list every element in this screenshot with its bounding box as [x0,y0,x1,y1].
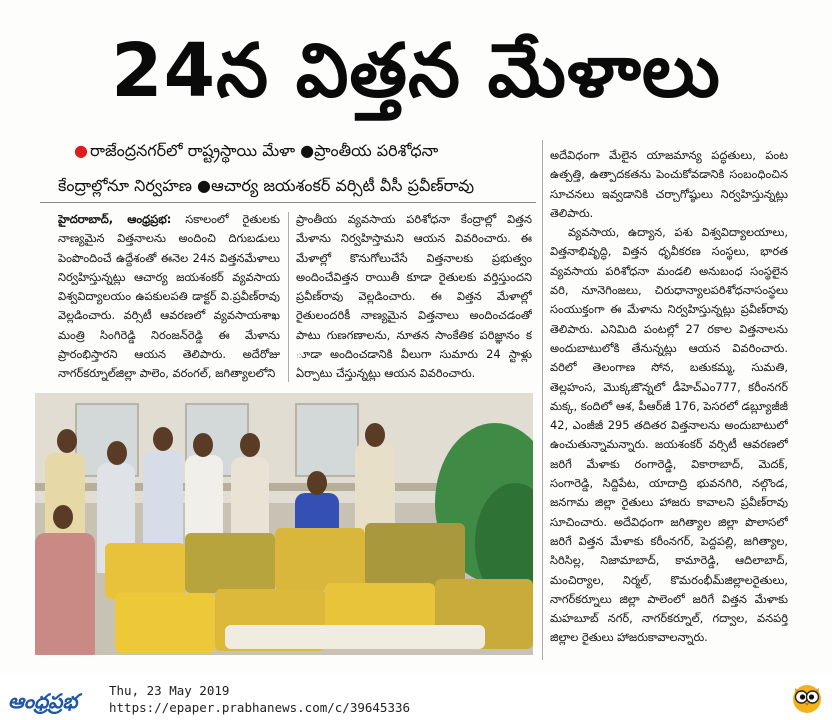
seed-bag [365,523,465,587]
photo-person [35,533,95,655]
seed-bag-label [225,625,485,649]
column-divider [542,140,543,660]
owl-icon[interactable] [790,680,824,714]
seed-bag [185,533,275,593]
dateline: హైదరాబాద్, ఆంధ్రప్రభ: [58,212,172,226]
column-divider [288,212,289,382]
column-3-paragraph: వ్యవసాయ, ఉద్యాన, పశు విశ్వవిద్యాలయాలు, విత్తనాభివృద్ధి, విత్తన ధృవీకరణ సంస్థలు, భారత వ్యవసాయ పరిశోధనా మండలి అనుబంధ సంస్థలైన వరి, నూనెగింజలు, చిరుధాన్యాలపరిశోధనాసంస్థలు సంయుక్తంగా ఈ మేళాను నిర్వహిస్తున్నట్లు ప్రవీణ్‌రావు తెలిపారు. ఎనిమిది పంటల్లో 27 రకాల విత్తనాలను అందుబాటులోకి తేనున్నట్లు ఆయన వివరించారు. వరిలో తెలంగాణ సోన, బతుకమ్మ, సుమతి, తెల్లహంస, మొక్కజొన్నలో డీహెచ్ఎం777, కరీంనగర్ మక్క, కందిలో ఆశ, పీఆర్‌జీ 176, పెసరలో డబ్ల్యూజీజీ 42, ఎంజీజీ 295 తదితర విత్తనాలను అందుబాటులో ఉంచుతున్నామన్నారు. జయశంకర్ వర్సిటీ ఆవరణలో జరిగే మేళాకు రంగారెడ్డి, వికారాబాద్, మెదక్, సంగారెడ్డి, సిద్దిపేట, యాదాద్రి భువనగిరి, నల్గొండ, జనగామ జిల్లా రైతులు హాజరు కావాలని ప్రవీణ్‌రావు సూచించారు. అదేవిధంగా జగిత్యాల జిల్లా పొలాసలో జరిగే విత్తన మేళాకు కరీంనగర్, పెద్దపల్లి, జగిత్యాల, సిరిసిల్ల, నిజామాబాద్, కామారెడ్డి, ఆదిలాబాద్, మంచిర్యాల, నిర్మల్, కొమరంభీమ్‌జిల్లాలరైతులు, నాగర్‌కర్నూలు జిల్లా పాలెంలో జరిగే విత్తన మేళాకు మహబూబ్ నగర్, నాగర్‌కర్నూల్, గద్వాల, వనపర్తి జిల్లాల రైతులు హాజరుకావాలన్నారు. [550,225,788,645]
logo-text: ఆంధ్రప్రభ [8,689,78,713]
photo-person-head [307,471,327,495]
photo-person-head [240,433,260,457]
photo-person-head [365,423,385,447]
footer-logo [8,688,100,714]
photo-person-head [153,427,173,451]
photo-person-head [107,441,127,465]
column-3-paragraph: అదేవిధంగా మేలైన యాజమాన్య పద్ధతులు, పంట ఉత్పత్తి, ఉత్పాదకతను పెంచుకోవడానికి సంబంధించిన సూచనలు ఇవ్వడానికి చర్చాగోష్ఠులు నిర్వహిస్తున్నట్లు తెలిపారు. [550,148,788,220]
article-column-3 [550,146,788,660]
footer-url[interactable]: https://epaper.prabhanews.com/c/39645336 [109,700,411,715]
seed-bag [275,528,365,590]
subhead-line-1: ● రాజేంద్రనగర్‌లో రాష్ట్రస్థాయి మేళా ●ప్రాంతీయ పరిశోధనా [74,141,439,160]
photo-person [295,493,339,533]
seed-bag [105,543,185,599]
photo-person-head [53,505,73,529]
photo-window [295,403,359,477]
article-column-2: ప్రాంతీయ వ్యవసాయ పరిశోధనా కేంద్రాల్లో విత్తన మేళాను నిర్వహిస్తామని ఆయన వివరించారు. ఈ మేళాల్లో కొనుగోలుచేసే విత్తనాలకు ప్రభుత్వం అందించేవిత్తన రాయితీ కూడా రైతులకు వర్తిస్తుందని ప్రవీణ్‌రావు వెల్లడించారు. ఈ విత్తన మేళాల్లో రైతులందరికీ నాణ్యమైన విత్తనాలు అందించడంతో పాటు గుణగణాలను, నూతన సాంకేతిక పరిజ్ఞానం క ూడా అందించడానికి వీలుగా సుమారు 24 స్టాళ్లు ఏర్పాటు చేస్తున్నట్లు ఆయన వివరించారు. [296,212,532,381]
headline: 24న విత్తన మేళాలు [111,28,721,114]
photo-person-head [193,433,213,457]
seed-fair-photo [35,393,533,655]
photo-person-head [57,429,77,453]
bullet-icon: ● [74,141,88,160]
footer-date: Thu, 23 May 2019 [109,683,230,698]
subhead-divider [40,202,536,203]
column-1-text: సకాలంలో రైతులకు నాణ్యమైన విత్తనాలను అందించి దిగుబడులు పెంపొందించే ఉద్దేశంతో ఈనెల 24న విత్తనమేళాలు నిర్వహిస్తున్నట్లు ఆచార్య జయశంకర్ వ్యవసాయ విశ్వవిద్యాలయం ఉపకులపతి డాక్టర్ వి.ప్రవీణ్‌రావు వెల్లడించారు. వర్సిటీ ఆవరణలో వ్యవసాయశాఖ మంత్రి సింగిరెడ్డి నిరంజన్‌రెడ్డి ఈ మేళాను ప్రారంభిస్తారని ఆయన తెలిపారు. అదేరోజు నాగర్‌కర్నూల్‌జిల్లా పాలెం, వరంగల్, జగిత్యాలలోని [58,212,280,381]
article-column-1 [58,210,280,386]
subhead-line-2: కేంద్రాల్లోనూ నిర్వహణ ●ఆచార్య జయశంకర్ వర్సిటీ వీసీ ప్రవీణ్‌రావు [58,176,475,195]
seed-bag [115,593,215,653]
